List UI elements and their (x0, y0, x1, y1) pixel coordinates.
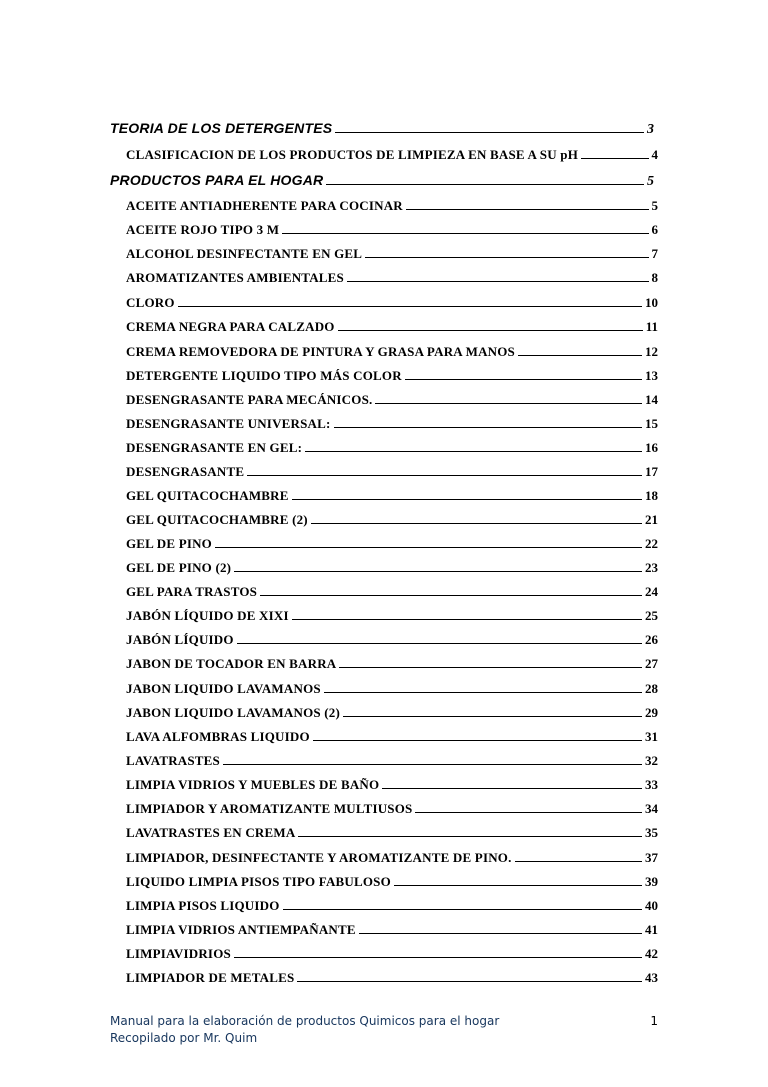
toc-entry[interactable] (126, 319, 658, 335)
toc-leader-line (292, 619, 642, 620)
toc-leader-line (178, 306, 642, 307)
toc-leader-line (223, 764, 642, 765)
toc-entry-page: 10 (645, 295, 658, 310)
toc-entry[interactable] (126, 344, 658, 360)
toc-entry-page: 42 (645, 946, 658, 961)
toc-entry-page: 25 (645, 608, 658, 623)
toc-entry-title: JABON LIQUIDO LAVAMANOS (2) (126, 705, 341, 720)
toc-entry-page: 43 (645, 970, 658, 985)
toc-entry-page: 33 (645, 777, 658, 792)
toc-entry[interactable] (126, 681, 658, 697)
toc-entry-title: LIMPIA VIDRIOS ANTIEMPAÑANTE (126, 922, 356, 937)
toc-entry[interactable] (126, 368, 658, 384)
toc-leader-line (260, 595, 642, 596)
toc-entry[interactable] (126, 512, 658, 528)
toc-leader-line (347, 281, 649, 282)
toc-leader-line (359, 933, 642, 934)
toc-entry-page: 22 (645, 536, 658, 551)
toc-entry-title: GEL QUITACOCHAMBRE (126, 488, 289, 503)
toc-leader-line (234, 571, 642, 572)
toc-leader-line (518, 355, 642, 356)
toc-leader-line (365, 257, 648, 258)
toc-entry-title: GEL DE PINO (2) (126, 560, 232, 575)
toc-entry-page: 11 (645, 319, 658, 334)
toc-entry-title: LIMPIA PISOS LIQUIDO (126, 898, 280, 913)
toc-entry-page: 4 (651, 147, 658, 162)
page-footer (110, 1013, 658, 1047)
toc-entry-page: 41 (645, 922, 658, 937)
toc-entry-title: LIMPIADOR, DESINFECTANTE Y AROMATIZANTE DE PINO. (126, 850, 512, 865)
toc-entry-page: 16 (645, 440, 658, 455)
toc-entry-title: ALCOHOL DESINFECTANTE EN GEL (126, 246, 363, 261)
toc-leader-line (292, 499, 642, 500)
toc-entry-title: TEORIA DE LOS DETERGENTES (110, 120, 333, 136)
toc-entry-title: ACEITE ANTIADHERENTE PARA COCINAR (126, 198, 403, 213)
toc-entry[interactable] (126, 488, 658, 504)
toc-entry-page: 15 (645, 416, 658, 431)
toc-entry[interactable] (126, 295, 658, 311)
toc-entry-title: CLASIFICACION DE LOS PRODUCTOS DE LIMPIEZA EN BASE A SU pH (126, 147, 579, 162)
toc-leader-line (237, 643, 642, 644)
toc-entry-page: 32 (645, 753, 658, 768)
toc-entry[interactable] (126, 270, 658, 286)
toc-leader-line (338, 330, 643, 331)
toc-entry[interactable] (110, 172, 658, 190)
footer-title: Manual para la elaboración de productos Quimicos para el hogar (110, 1014, 500, 1028)
toc-leader-line (415, 812, 642, 813)
toc-entry[interactable] (110, 120, 658, 138)
toc-leader-line (305, 451, 642, 452)
toc-entry-title: JABON DE TOCADOR EN BARRA (126, 656, 337, 671)
toc-entry-title: GEL PARA TRASTOS (126, 584, 258, 599)
toc-entry-title: GEL DE PINO (126, 536, 212, 551)
toc-entry[interactable] (126, 777, 658, 793)
toc-entry-page: 6 (651, 222, 658, 237)
toc-entry-title: DETERGENTE LIQUIDO TIPO MÁS COLOR (126, 368, 402, 383)
toc-entry-title: JABÓN LÍQUIDO DE XIXI (126, 608, 289, 623)
toc-entry[interactable] (126, 536, 658, 552)
toc-entry[interactable] (126, 440, 658, 456)
toc-entry[interactable] (126, 584, 658, 600)
toc-leader-line (343, 716, 642, 717)
toc-entry-title: LAVATRASTES EN CREMA (126, 825, 296, 840)
toc-entry-page: 24 (645, 584, 658, 599)
toc-entry[interactable] (126, 416, 658, 432)
toc-entry-title: LIMPIAVIDRIOS (126, 946, 231, 961)
toc-entry-page: 35 (645, 825, 658, 840)
toc-entry-title: DESENGRASANTE PARA MECÁNICOS. (126, 392, 373, 407)
toc-entry-page: 28 (645, 681, 658, 696)
toc-entry-page: 31 (645, 729, 658, 744)
toc-leader-line (283, 909, 642, 910)
toc-leader-line (297, 981, 642, 982)
toc-leader-line (515, 861, 642, 862)
toc-leader-line (335, 132, 644, 133)
toc-entry-page: 14 (645, 392, 658, 407)
toc-entry-title: JABON LIQUIDO LAVAMANOS (126, 681, 321, 696)
toc-entry-title: LIMPIADOR DE METALES (126, 970, 295, 985)
toc-leader-line (313, 740, 642, 741)
toc-entry-page: 17 (645, 464, 658, 479)
toc-leader-line (298, 836, 642, 837)
toc-entry-page: 34 (645, 801, 658, 816)
page-number: 1 (650, 1014, 658, 1028)
toc-entry[interactable] (126, 970, 658, 986)
toc-entry-page: 40 (645, 898, 658, 913)
toc-entry-title: JABÓN LÍQUIDO (126, 632, 234, 647)
toc-leader-line (247, 475, 642, 476)
toc-leader-line (406, 209, 649, 210)
toc-entry-page: 39 (645, 874, 658, 889)
toc-entry-title: CLORO (126, 295, 175, 310)
toc-entry-page: 8 (651, 270, 658, 285)
toc-entry-title: AROMATIZANTES AMBIENTALES (126, 270, 344, 285)
toc-entry-title: DESENGRASANTE (126, 464, 245, 479)
toc-entry-title: CREMA REMOVEDORA DE PINTURA Y GRASA PARA MANOS (126, 344, 515, 359)
toc-entry-page: 29 (645, 705, 658, 720)
footer-author: Recopilado por Mr. Quim (110, 1031, 258, 1045)
toc-entry[interactable] (126, 198, 658, 214)
toc-entry[interactable] (126, 392, 658, 408)
toc-leader-line (234, 957, 642, 958)
toc-entry-title: LIMPIADOR Y AROMATIZANTE MULTIUSOS (126, 801, 413, 816)
toc-entry-title: CREMA NEGRA PARA CALZADO (126, 319, 335, 334)
toc-entry[interactable] (126, 464, 658, 480)
toc-entry[interactable] (126, 656, 658, 672)
toc-entry-page: 21 (645, 512, 658, 527)
toc-entry-title: LAVA ALFOMBRAS LIQUIDO (126, 729, 310, 744)
toc-leader-line (326, 184, 644, 185)
toc-entry[interactable] (126, 850, 658, 866)
toc-entry-page: 26 (645, 632, 658, 647)
toc-entry-title: DESENGRASANTE EN GEL: (126, 440, 303, 455)
toc-entry[interactable] (126, 246, 658, 262)
toc-entry-page: 37 (645, 850, 658, 865)
toc-entry-page: 23 (645, 560, 658, 575)
toc-entry-title: LIQUIDO LIMPIA PISOS TIPO FABULOSO (126, 874, 391, 889)
toc-entry[interactable] (126, 825, 658, 841)
toc-leader-line (394, 885, 642, 886)
toc-leader-line (581, 158, 648, 159)
toc-entry-page: 3 (647, 122, 654, 137)
toc-entry[interactable] (126, 801, 658, 817)
toc-entry[interactable] (126, 946, 658, 962)
toc-entry[interactable] (126, 222, 658, 238)
toc-entry[interactable] (126, 147, 658, 163)
toc-entry-page: 7 (651, 246, 658, 261)
toc-entry[interactable] (126, 922, 658, 938)
toc-entry[interactable] (126, 560, 658, 576)
toc-leader-line (324, 692, 642, 693)
toc-leader-line (405, 379, 642, 380)
toc-entry-page: 12 (645, 344, 658, 359)
toc-leader-line (215, 547, 642, 548)
toc-entry[interactable] (126, 874, 658, 890)
toc-entry[interactable] (126, 898, 658, 914)
toc-entry[interactable] (126, 753, 658, 769)
toc-leader-line (311, 523, 642, 524)
toc-leader-line (334, 427, 642, 428)
toc-entry-title: LAVATRASTES (126, 753, 220, 768)
toc-entry-title: LIMPIA VIDRIOS Y MUEBLES DE BAÑO (126, 777, 380, 792)
toc-entry-title: DESENGRASANTE UNIVERSAL: (126, 416, 331, 431)
toc-entry-title: ACEITE ROJO TIPO 3 M (126, 222, 280, 237)
toc-entry-page: 18 (645, 488, 658, 503)
toc-entry-page: 5 (651, 198, 658, 213)
toc-entry[interactable] (126, 729, 658, 745)
toc-entry-title: PRODUCTOS PARA EL HOGAR (110, 172, 324, 188)
toc-entry-page: 5 (647, 174, 654, 189)
toc-entry[interactable] (126, 705, 658, 721)
toc-leader-line (282, 233, 648, 234)
toc-entry-page: 13 (645, 368, 658, 383)
toc-entry[interactable] (126, 632, 658, 648)
toc-entry-page: 27 (645, 656, 658, 671)
toc-leader-line (382, 788, 642, 789)
toc-entry[interactable] (126, 608, 658, 624)
toc-leader-line (375, 403, 642, 404)
toc-leader-line (339, 667, 642, 668)
toc-entry-title: GEL QUITACOCHAMBRE (2) (126, 512, 308, 527)
